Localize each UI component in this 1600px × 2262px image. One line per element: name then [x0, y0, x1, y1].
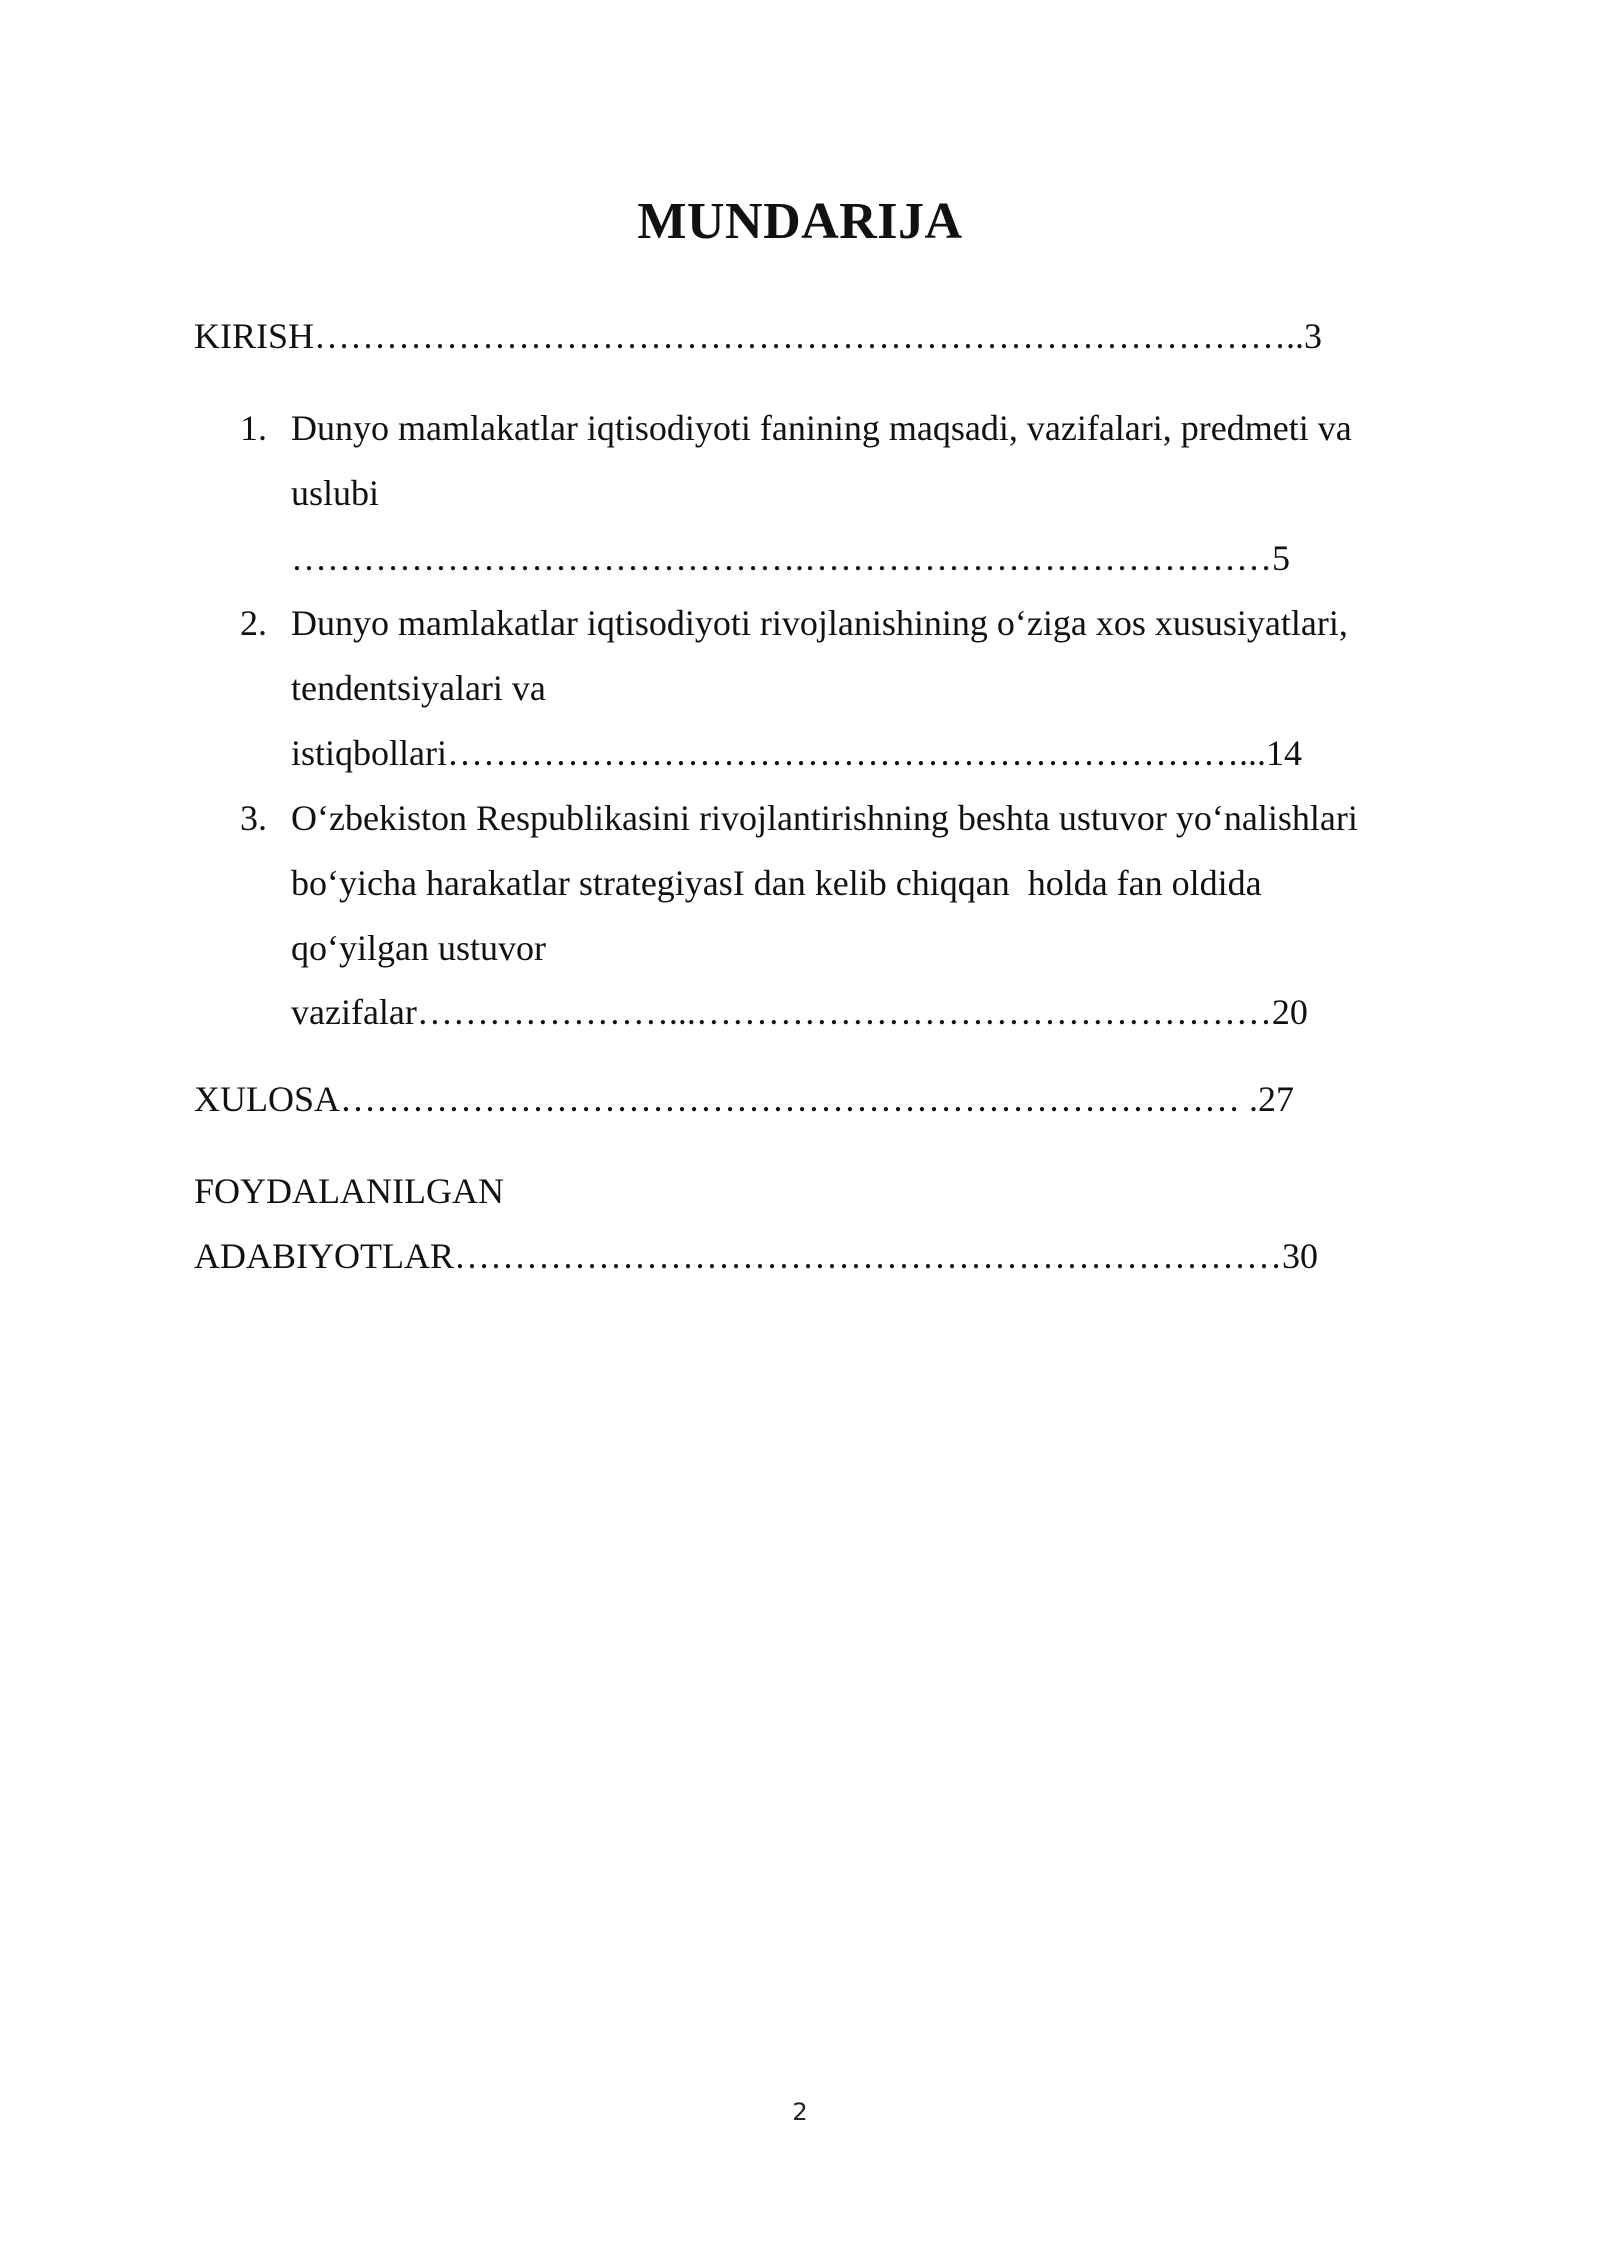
toc-entry-kirish: KIRISH………………………………………………………………………..3	[194, 316, 1323, 356]
page-title: MUNDARIJA	[637, 193, 963, 250]
toc-item-2-line-1: Dunyo mamlakatlar iqtisodiyoti rivojlanishining o‘ziga xos xususiyatlari,	[291, 603, 1348, 643]
toc-entry-foydalanilgan-line-2: ADABIYOTLAR……………………………………………………………30	[194, 1236, 1318, 1276]
toc-item-1-line-3: …………………………………….…………………………………5	[291, 538, 1290, 578]
page-number: 2	[792, 2098, 808, 2126]
toc-entry-xulosa: XULOSA………………………………………………………………… .27	[194, 1079, 1295, 1119]
toc-item-2-number: 2.	[240, 603, 267, 643]
toc-item-2-line-2: tendentsiyalari va	[291, 668, 546, 708]
toc-item-3-number: 3.	[240, 798, 267, 838]
toc-item-3-line-2: bo‘yicha harakatlar strategiyasI dan kelib chiqqan holda fan oldida	[291, 863, 1262, 903]
toc-item-3-line-4: vazifalar…………………...…………………………………………20	[291, 992, 1308, 1032]
toc-item-1-number: 1.	[240, 408, 267, 448]
toc-item-1-line-2: uslubi	[291, 473, 380, 513]
toc-item-2-line-3: istiqbollari…………………………………………………………...14	[291, 733, 1302, 773]
toc-item-3-line-3: qo‘yilgan ustuvor	[291, 928, 546, 968]
toc-entry-foydalanilgan-line-1: FOYDALANILGAN	[194, 1171, 504, 1211]
toc-item-3-line-1: O‘zbekiston Respublikasini rivojlantirishning beshta ustuvor yo‘nalishlari	[291, 798, 1358, 838]
toc-item-1-line-1: Dunyo mamlakatlar iqtisodiyoti fanining maqsadi, vazifalari, predmeti va	[291, 408, 1352, 448]
